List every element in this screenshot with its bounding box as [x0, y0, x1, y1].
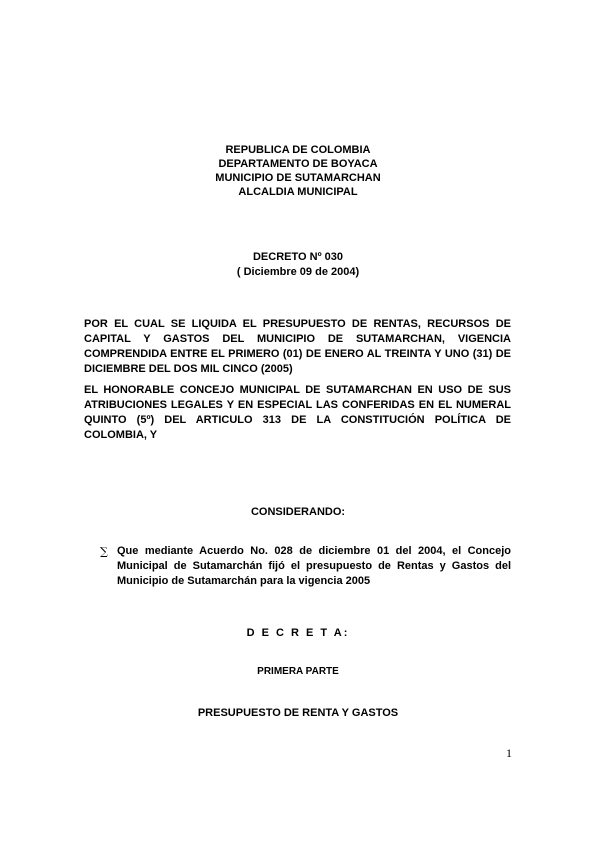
decreta-heading: D E C R E T A:	[246, 627, 350, 639]
section-heading: PRESUPUESTO DE RENTA Y GASTOS	[197, 707, 399, 719]
part-heading: PRIMERA PARTE	[257, 666, 339, 677]
header-municipality: MUNICIPIO DE SUTAMARCHAN	[215, 172, 381, 184]
decree-title-block	[0, 250, 596, 280]
header-department: DEPARTAMENTO DE BOYACA	[218, 158, 378, 170]
decree-number: DECRETO Nº 030	[252, 251, 343, 263]
considerando-item-text: Que mediante Acuerdo No. 028 de diciembre 01 del 2004, el Concejo Municipal de Sutamarchán fijó el presupuesto de Rentas y Gastos del Municipio de Sutamarchán para la vigencia 2005	[117, 545, 511, 587]
page-number: 1	[506, 746, 512, 760]
header-office: ALCALDIA MUNICIPAL	[238, 186, 358, 198]
document-header	[0, 143, 596, 199]
header-country: REPUBLICA DE COLOMBIA	[225, 144, 371, 156]
purpose-paragraph: POR EL CUAL SE LIQUIDA EL PRESUPUESTO DE RENTAS, RECURSOS DE CAPITAL Y GASTOS DEL MUNICIPIO DE SUTAMARCHAN, VIGENCIA COMPRENDIDA ENTRE EL PRIMERO (01) DE ENERO AL TREINTA Y UNO (31) DE DICIEMBRE DEL DOS MIL CINCO (2005)	[84, 318, 511, 375]
authority-paragraph: EL HONORABLE CONCEJO MUNICIPAL DE SUTAMARCHAN EN USO DE SUS ATRIBUCIONES LEGALES Y EN ESPECIAL LAS CONFERIDAS EN EL NUMERAL QUINTO (5º) DEL ARTICULO 313 DE LA CONSTITUCIÓN POLÍTICA DE COLOMBIA, Y	[84, 384, 511, 441]
considerando-heading: CONSIDERANDO:	[250, 506, 346, 518]
sigma-bullet-icon: ∑	[100, 545, 108, 558]
decree-date: ( Diciembre 09 de 2004)	[236, 266, 360, 278]
